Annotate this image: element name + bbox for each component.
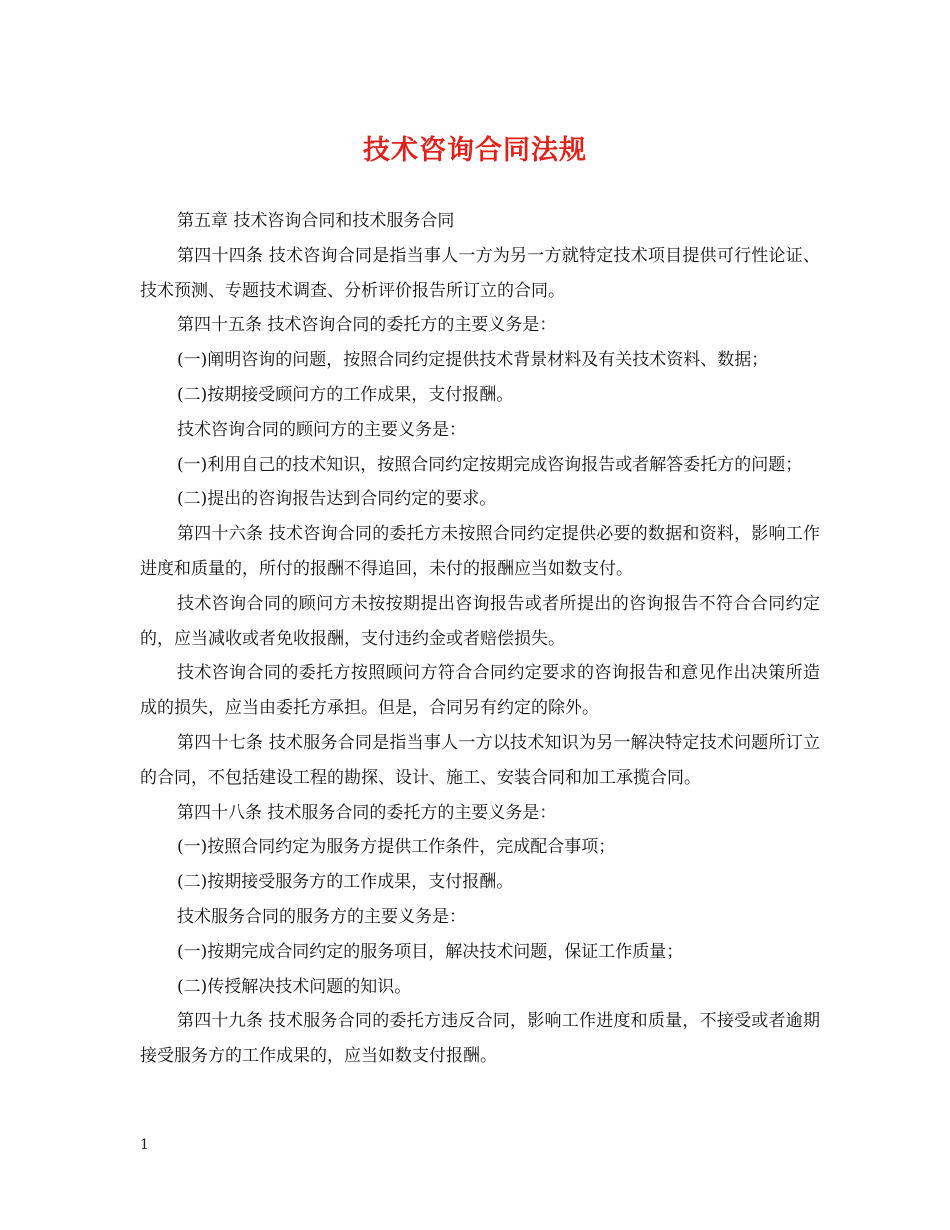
list-item: (二)提出的咨询报告达到合同约定的要求。: [177, 489, 497, 510]
chapter-heading: 第五章 技术咨询合同和技术服务合同: [177, 211, 455, 231]
list-item: (一)按照合同约定为服务方提供工作条件，完成配合事项；: [177, 837, 616, 858]
document-title: 技术咨询合同法规: [363, 135, 587, 166]
paragraph: 技术咨询合同的顾问方的主要义务是：: [177, 419, 466, 440]
list-item: (二)按期接受服务方的工作成果，支付报酬。: [177, 872, 514, 893]
article-46: 第四十六条 技术咨询合同的委托方未按照合同约定提供必要的数据和资料，影响工作进度和质量的，所付的报酬不得追回，未付的报酬应当如数支付。: [140, 524, 820, 579]
article-47: 第四十七条 技术服务合同是指当事人一方以技术知识为另一解决特定技术问题所订立的合同，不包括建设工程的勘探、设计、施工、安装合同和加工承揽合同。: [140, 732, 820, 788]
paragraph: 技术咨询合同的顾问方未按按期提出咨询报告或者所提出的咨询报告不符合合同约定的，应当减收或者免收报酬，支付违约金或者赔偿损失。: [140, 593, 820, 649]
paragraph: 技术咨询合同的委托方按照顾问方符合合同约定要求的咨询报告和意见作出决策所造成的损失，应当由委托方承担。但是，合同另有约定的除外。: [140, 663, 820, 719]
document-body: [140, 204, 820, 1074]
page-number: 1: [140, 1137, 149, 1153]
list-item: (二)传授解决技术问题的知识。: [177, 976, 412, 997]
list-item: (一)利用自己的技术知识，按照合同约定按期完成咨询报告或者解答委托方的问题；: [177, 454, 803, 475]
paragraph: 技术服务合同的服务方的主要义务是：: [177, 906, 466, 927]
article-44: 第四十四条 技术咨询合同是指当事人一方为另一方就特定技术项目提供可行性论证、技术预测、专题技术调查、分析评价报告所订立的合同。: [140, 245, 820, 301]
list-item: (二)按期接受顾问方的工作成果，支付报酬。: [177, 384, 514, 405]
list-item: (一)阐明咨询的问题，按照合同约定提供技术背景材料及有关技术资料、数据；: [177, 350, 769, 371]
article-49: 第四十九条 技术服务合同的委托方违反合同，影响工作进度和质量，不接受或者逾期接受服务方的工作成果的，应当如数支付报酬。: [140, 1011, 820, 1067]
article-48: 第四十八条 技术服务合同的委托方的主要义务是：: [177, 802, 557, 823]
list-item: (一)按期完成合同约定的服务项目，解决技术问题，保证工作质量；: [177, 941, 684, 962]
article-45: 第四十五条 技术咨询合同的委托方的主要义务是：: [177, 315, 557, 336]
